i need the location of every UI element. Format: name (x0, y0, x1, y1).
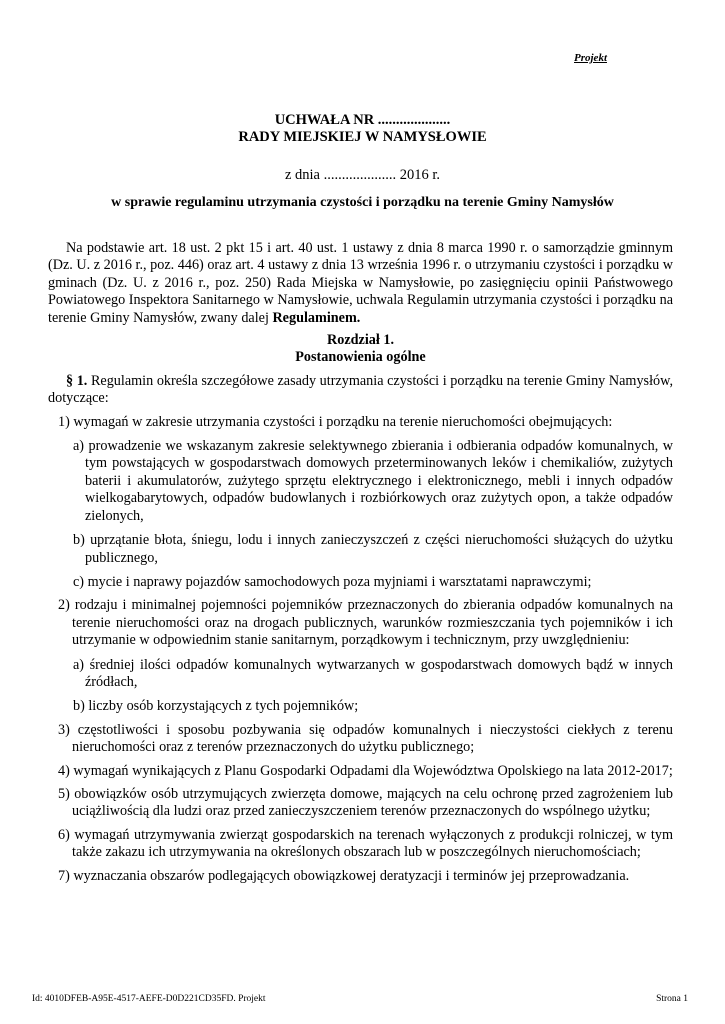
page-number: Strona 1 (656, 994, 688, 1004)
legal-basis-text: Na podstawie art. 18 ust. 2 pkt 15 i art. 40 ust. 1 ustawy z dnia 8 marca 1990 r. o samorządzie gminnym (Dz. U. z 2016 r., poz. 446) oraz art. 4 ustawy z dnia 13 września 1996 r. o utrzymaniu czystości i porządku w gminach (Dz. U. z 2016 r., poz. 250) Rada Miejska w Namysłowie, po zasięgnięciu opinii Państwowego Powiatowego Inspektora Sanitarnego w Namysłowie, uchwala Regulamin utrzymania czystości i porządku na terenie Gminy Namysłów, zwany dalej (48, 240, 673, 326)
section-marker: § 1. (66, 372, 88, 389)
list-item: a) prowadzenie we wskazanym zakresie selektywnego zbierania i odbierania odpadów komunalnych, w tym powstających w gospodarstwach domowych przeterminowanych leków i chemikaliów, zużytych baterii i akumulatorów, zużytego sprzętu elektrycznego i elektronicznego, mebli i innych odpadów wielkogabarytowych, odpadów budowlanych i rozbiórkowych oraz zużytych opon, a także odpadów zielonych, (73, 438, 673, 524)
list-item: 3) częstotliwości i sposobu pozbywania się odpadów komunalnych i nieczystości ciekłych z terenu nieruchomości oraz z terenów przeznaczonych do użytku publicznego; (58, 721, 673, 756)
section-1-text: Regulamin określa szczegółowe zasady utrzymania czystości i porządku na terenie Gminy Namysłów, dotyczące: (48, 372, 673, 407)
resolution-subject: w sprawie regulaminu utrzymania czystości i porządku na terenie Gminy Namysłów (111, 195, 614, 210)
list-item: b) liczby osób korzystających z tych pojemników; (73, 698, 359, 715)
list-item: c) mycie i naprawy pojazdów samochodowych poza myjniami i warsztatami naprawczymi; (73, 573, 592, 590)
resolution-number: UCHWAŁA NR .................... (274, 112, 451, 128)
list-item: 2) rodzaju i minimalnej pojemności pojemników przeznaczonych do zbierania odpadów komunalnych na terenie nieruchomości oraz na drogach publicznych, warunków rozmieszczania tych pojemników i ich utrzymanie w odpowiednim stanie sanitarnym, porządkowym i technicznym, przy uwzględnieniu: (58, 597, 673, 649)
list-item: 5) obowiązków osób utrzymujących zwierzęta domowe, mających na celu ochronę przed zagrożeniem lub uciążliwością dla ludzi oraz przed zanieczyszczeniem terenów przeznaczonych do wspólnego użytku; (58, 785, 673, 820)
list-item: a) średniej ilości odpadów komunalnych wytwarzanych w gospodarstwach domowych bądź w innych źródłach, (73, 656, 673, 690)
resolution-title (48, 112, 677, 146)
chapter-name: Postanowienia ogólne (295, 349, 426, 366)
list-item: b) uprzątanie błota, śniegu, lodu i innych zanieczyszczeń z części nieruchomości służących do użytku publicznego, (73, 532, 673, 566)
legal-basis-bold-term: Regulaminem. (272, 309, 361, 326)
projekt-label: Projekt (574, 52, 607, 64)
document-id: Id: 4010DFEB-A95E-4517-AEFE-D0D221CD35FD. Projekt (32, 994, 266, 1004)
list-item: 7) wyznaczania obszarów podlegających obowiązkowej deratyzacji i terminów jej przeprowadzania. (58, 867, 630, 884)
chapter-number: Rozdział 1. (327, 332, 394, 349)
resolution-date: z dnia .................... 2016 r. (284, 167, 441, 183)
document-body (48, 240, 673, 885)
section-1-paragraph (48, 373, 673, 408)
council-name: RADY MIEJSKIEJ W NAMYSŁOWIE (238, 129, 487, 145)
list-item: 4) wymagań wynikających z Planu Gospodarki Odpadami dla Województwa Opolskiego na lata 2012-2017; (58, 762, 673, 779)
list-item: 6) wymagań utrzymywania zwierząt gospodarskich na terenach wyłączonych z produkcji rolniczej, w tym także zakazu ich utrzymywania na określonych obszarach lub w poszczególnych nieruchomościach; (58, 826, 673, 861)
legal-basis-paragraph (48, 240, 673, 327)
chapter-heading (48, 332, 673, 367)
list-item: 1) wymagań w zakresie utrzymania czystości i porządku na terenie nieruchomości obejmujących: (58, 413, 613, 430)
